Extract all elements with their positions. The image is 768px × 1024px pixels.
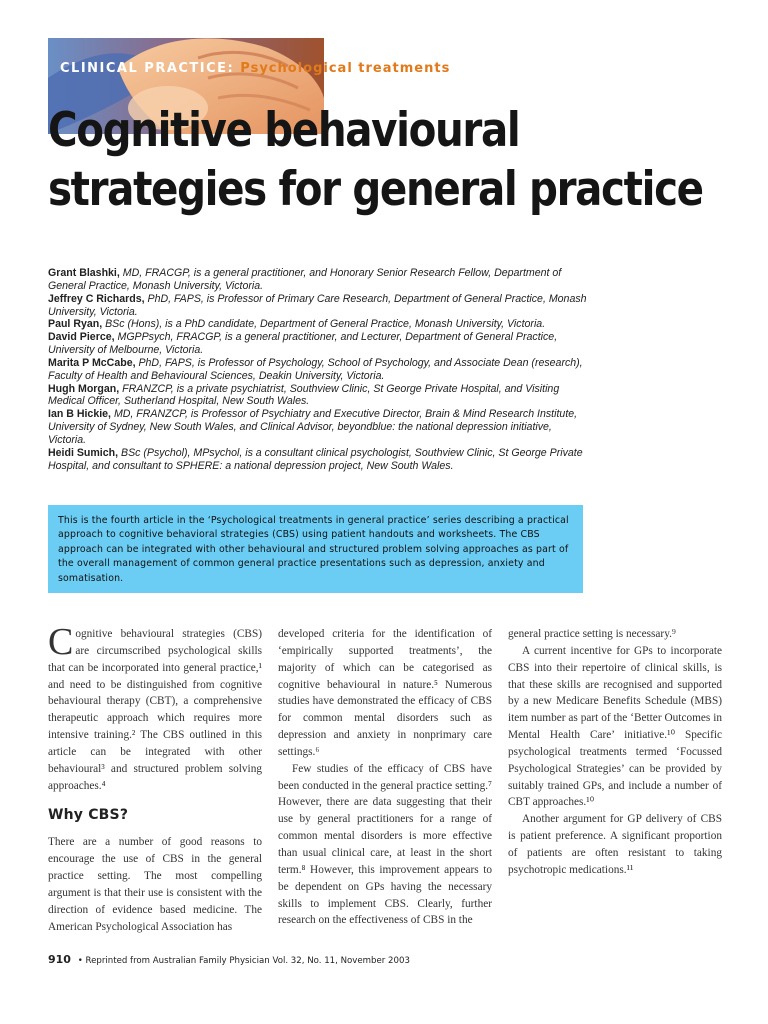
author-name: David Pierce, (48, 331, 115, 344)
author-entry (48, 383, 588, 409)
author-name: Heidi Sumich, (48, 446, 119, 459)
title-line-1: Cognitive behavioural (48, 103, 520, 158)
abstract-text: This is the fourth article in the ‘Psychological treatments in general practice’ series describing a practical approach to cognitive behavioral strategies (CBS) using patient handouts and worksheets. The CBS approach can be integrated with other behavioural and structured problem solving approaches as part of the overall management of common general practice presentations such as depression, anxiety and somatisation. (58, 515, 569, 584)
section-label-topic: Psychological treatments (240, 61, 451, 76)
author-name: Paul Ryan, (48, 318, 103, 331)
author-desc: MD, FRANZCP, is Professor of Psychiatry and Executive Director, Brain & Mind Research Institute, University of Sydney, New South Wales, and Clinical Advisor, beyondblue: the national depression initiative, Victoria. (48, 408, 578, 446)
drop-cap: C (48, 621, 74, 663)
section-heading: Why CBS? (48, 807, 129, 824)
author-desc: FRANZCP, is a private psychiatrist, Southview Clinic, St George Private Hospital, and Visiting Medical Officer, Sutherland Hospital, New South Wales. (48, 382, 560, 408)
article-title (48, 102, 703, 220)
section-label (60, 61, 450, 76)
author-desc: MD, FRACGP, is a general practitioner, and Honorary Senior Research Fellow, Department of General Practice, Monash University, Victoria. (48, 267, 562, 292)
author-desc: PhD, FAPS, is Professor of Psychology, School of Psychology, and Associate Dean (research), Faculty of Health and Behavioural Sciences, Deakin University, Victoria. (48, 356, 583, 382)
author-entry (48, 408, 588, 447)
body-column-1 (48, 621, 262, 935)
page-number: 910 (48, 953, 71, 966)
author-desc: MGPPsych, FRACGP, is a general practitioner, and Lecturer, Department of General Practice, University of Melbourne, Victoria. (48, 331, 558, 357)
section-label-category: CLINICAL PRACTICE: (60, 61, 235, 76)
author-name: Marita P McCabe, (48, 356, 136, 369)
author-list (48, 267, 588, 473)
body-column-2 (278, 626, 492, 929)
author-entry (48, 293, 588, 319)
body-paragraph: Another argument for GP delivery of CBS is patient preference. A significant proportion of patients are often resistant to taking psychotropic medications.¹¹ (508, 813, 722, 876)
author-desc: BSc (Hons), is a PhD candidate, Department of General Practice, Monash University, Victoria. (102, 318, 546, 331)
author-entry (48, 318, 588, 331)
page-footer (48, 953, 410, 966)
title-line-2: strategies for general practice (48, 161, 703, 217)
author-entry (48, 357, 588, 383)
footer-citation: • Reprinted from Australian Family Physician Vol. 32, No. 11, November 2003 (77, 956, 410, 966)
intro-paragraph: Cognitive behavioural strategies (CBS) are circumscribed psychological skills that can be incorporated into general practice,¹ and need to be distinguished from cognitive behavioural therapy (CBT), a comprehensive therapeutic approach which requires more intensive training.² The CBS outlined in this article can be integrated with other behavioural³ and structured problem solving approaches.⁴ (48, 621, 262, 792)
body-paragraph: developed criteria for the identification of ‘empirically supported treatments’, the majority of which can be categorised as cognitive behavioural in nature.⁵ Numerous studies have demonstrated the efficacy of CBS for common mental disorders such as depression and anxiety in nonprimary care settings.⁶ (278, 628, 492, 758)
author-name: Ian B Hickie, (48, 408, 111, 421)
author-entry (48, 447, 588, 473)
body-paragraph: There are a number of good reasons to encourage the use of CBS in the general practice setting. The most compelling argument is that their use is consistent with the direction of evidence based medicine. The American Psychological Association has (48, 836, 262, 933)
author-desc: PhD, FAPS, is Professor of Primary Care Research, Department of General Practice, Monash University, Victoria. (48, 292, 587, 318)
author-entry (48, 331, 588, 357)
body-paragraph: general practice setting is necessary.⁹ (508, 628, 676, 640)
abstract-box (48, 505, 583, 593)
author-name: Jeffrey C Richards, (48, 292, 145, 305)
body-column-3 (508, 626, 722, 879)
author-name: Hugh Morgan, (48, 382, 120, 395)
body-paragraph: Few studies of the efficacy of CBS have been conducted in the general practice setting.⁷ However, there are data suggesting that their use by general practitioners for a range of common mental disorders is more effective than usual clinical care, at least in the short term.⁸ However, this improvement appears to be dependent on GPs having the necessary skills to implement CBS. Clearly, further research on the effectiveness of CBS in the (278, 762, 492, 927)
body-paragraph: A current incentive for GPs to incorporate CBS into their repertoire of clinical skills, is that these skills are recognised and supported by a new Medicare Benefits Schedule (MBS) item number as part of the ‘Better Outcomes in Mental Health Care’ initiative.¹⁰ Specific psychological treatments termed ‘Focussed Psychological Strategies’ can be provided by suitably trained GPs, and include a number of CBT approaches.¹⁰ (508, 644, 722, 809)
author-entry (48, 267, 588, 293)
author-desc: BSc (Psychol), MPsychol, is a consultant clinical psychologist, Southview Clinic, St George Private Hospital, and consultant to SPHERE: a national depression project, New South Wales. (48, 446, 583, 472)
author-name: Grant Blashki, (48, 267, 120, 279)
